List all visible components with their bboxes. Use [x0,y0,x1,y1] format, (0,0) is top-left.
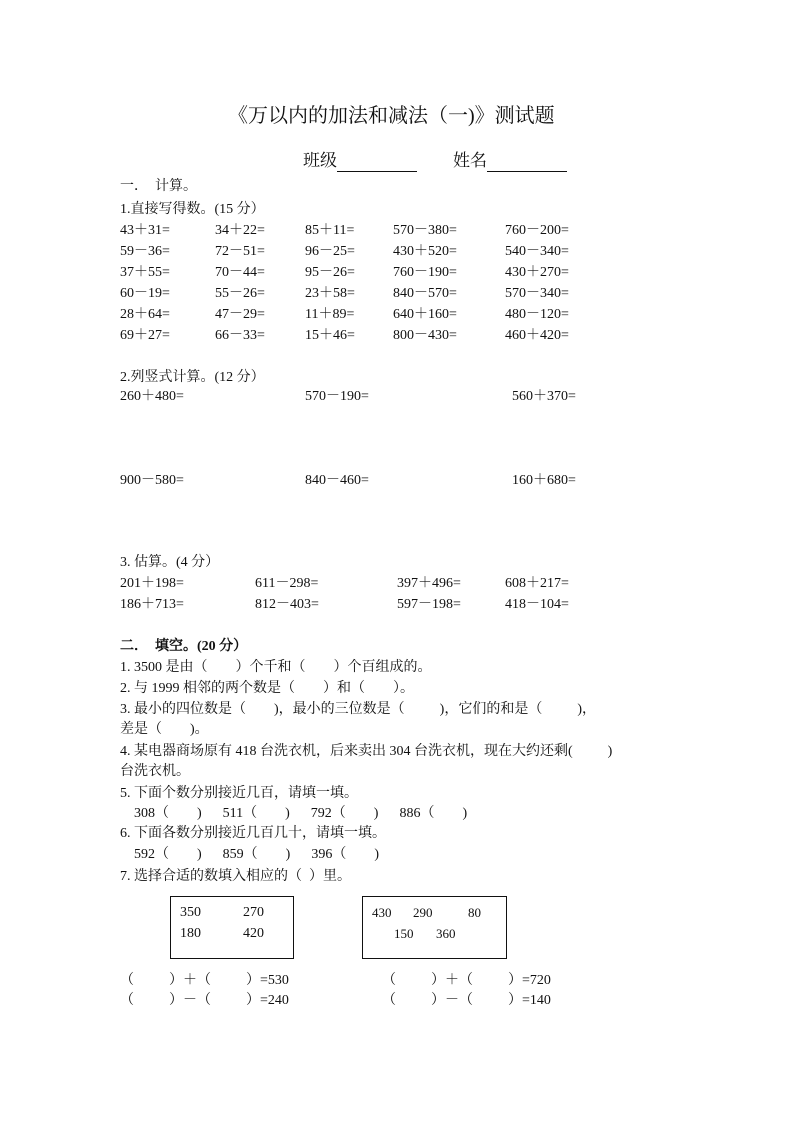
box-number: 270 [243,905,264,920]
problem: 34＋22= [215,223,265,238]
problem: 96－25= [305,244,355,259]
problem: 760－200= [505,223,569,238]
q1-label: 1.直接写得数。(15 分） [120,202,265,217]
fill-blank-line: 台洗衣机。 [120,764,190,779]
problem: 418－104= [505,597,569,612]
problem: 570－380= [393,223,457,238]
problem: 460＋420= [505,328,569,343]
problem: 430＋520= [393,244,457,259]
problem: 570－340= [505,286,569,301]
fill-blank-line: 592（ ) 859（ ) 396（ ) [120,847,379,862]
problem: 85＋11= [305,223,355,238]
problem: 430＋270= [505,265,569,280]
problem: 812－403= [255,597,319,612]
class-blank[interactable] [337,155,417,172]
equation-blank: （ ）－（ ）=140 [382,993,551,1008]
fill-blank-line: 差是（ )。 [120,722,209,737]
page-title: 《万以内的加法和减法（一)》测试题 [228,105,555,127]
problem: 570－190= [305,389,369,404]
box-number: 150 [394,926,414,941]
problem: 800－430= [393,328,457,343]
class-field [303,150,417,172]
q3-label: 3. 估算。(4 分） [120,555,220,570]
fill-blank-line: 7. 选择合适的数填入相应的（ ）里。 [120,869,351,884]
problem: 260＋480= [120,389,184,404]
section-2-heading: 二． 填空。(20 分） [120,639,248,654]
problem: 597－198= [397,597,461,612]
problem: 15＋46= [305,328,355,343]
problem: 43＋31= [120,223,170,238]
problem: 760－190= [393,265,457,280]
equation-blank: （ ）－（ ）=240 [120,993,289,1008]
fill-blank-line: 5. 下面个数分别接近几百，请填一填。 [120,786,358,801]
problem: 540－340= [505,244,569,259]
problem: 60－19= [120,286,170,301]
problem: 28＋64= [120,307,170,322]
problem: 560＋370= [512,389,576,404]
box-number: 420 [243,926,264,941]
fill-blank-line: 6. 下面各数分别接近几百几十，请填一填。 [120,826,386,841]
class-label: 班级 [303,151,337,170]
box-number: 350 [180,905,201,920]
fill-blank-line: 308（ ) 511（ ) 792（ ) 886（ ) [120,806,468,821]
problem: 70－44= [215,265,265,280]
problem: 840－460= [305,473,369,488]
problem: 59－36= [120,244,170,259]
box-number: 430 [372,905,392,920]
name-field [453,150,567,172]
problem: 160＋680= [512,473,576,488]
problem: 55－26= [215,286,265,301]
problem: 611－298= [255,576,319,591]
section-1-heading: 一． 计算。 [120,179,197,194]
box-number: 80 [468,905,481,920]
problem: 640＋160= [393,307,457,322]
problem: 37＋55= [120,265,170,280]
problem: 66－33= [215,328,265,343]
problem: 608＋217= [505,576,569,591]
name-label: 姓名 [453,151,487,170]
q2-label: 2.列竖式计算。(12 分） [120,370,265,385]
box-number: 360 [436,926,456,941]
fill-blank-line: 4. 某电器商场原有 418 台洗衣机，后来卖出 304 台洗衣机，现在大约还剩( ) [120,744,613,759]
problem: 23＋58= [305,286,355,301]
problem: 186＋713= [120,597,184,612]
fill-blank-line: 2. 与 1999 相邻的两个数是（ ）和（ ）。 [120,681,414,696]
fill-blank-line: 1. 3500 是由（ ）个千和（ ）个百组成的。 [120,660,432,675]
problem: 900－580= [120,473,184,488]
name-blank[interactable] [487,155,567,172]
problem: 11＋89= [305,307,355,322]
problem: 72－51= [215,244,265,259]
problem: 201＋198= [120,576,184,591]
equation-blank: （ ）＋（ ）=530 [120,973,289,988]
problem: 47－29= [215,307,265,322]
box-number: 290 [413,905,433,920]
problem: 95－26= [305,265,355,280]
equation-blank: （ ）＋（ ）=720 [382,973,551,988]
problem: 397＋496= [397,576,461,591]
problem: 840－570= [393,286,457,301]
box-number: 180 [180,926,201,941]
fill-blank-line: 3. 最小的四位数是（ )，最小的三位数是（ )，它们的和是（ )， [120,702,596,717]
problem: 69＋27= [120,328,170,343]
problem: 480－120= [505,307,569,322]
